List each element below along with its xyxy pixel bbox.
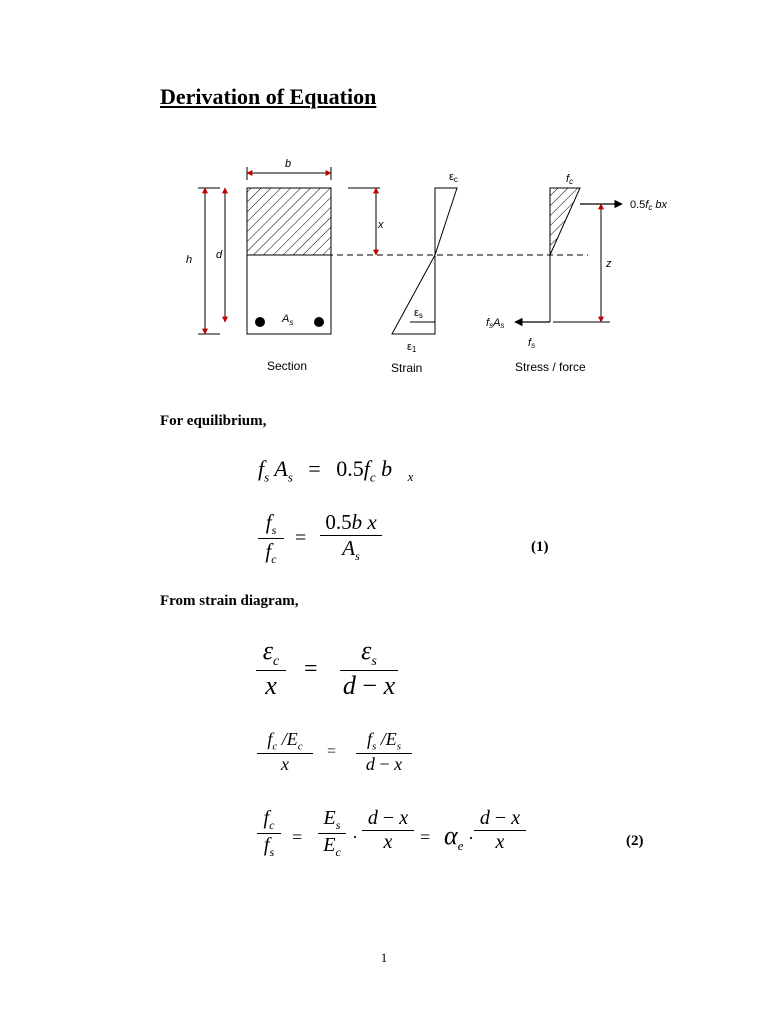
equation-number-2: (2) [626, 833, 644, 849]
strain-diagram [392, 188, 457, 334]
eq2-fraction-3: d − x x [362, 807, 414, 854]
equilibrium-equation: $f_s$ $A_s = 0.5f_c$ b $_x$ [258, 456, 414, 485]
equals-sign: = [295, 527, 307, 549]
eq1-lhs-fraction: $f_s$ $f_c$ [258, 510, 284, 567]
equals-sign: = [292, 827, 303, 847]
z-label: z [606, 258, 612, 270]
ec-label: εc [449, 171, 458, 184]
dot-operator: · [352, 827, 358, 847]
page-number: 1 [380, 950, 388, 965]
x-label: x [378, 219, 384, 231]
d-label: d [216, 249, 223, 261]
page-title: Derivation of Equation [160, 84, 377, 109]
tension-force-label: fsAs [486, 317, 505, 330]
eq2-fraction-1: $f_c$ $f_s$ [257, 807, 281, 860]
caption-stress: Stress / force [515, 360, 586, 374]
strain-eq-lhs-fraction: $\varepsilon_c$ x [256, 636, 286, 701]
eq1-rhs-fraction: 0.5b x $A_s$ [320, 510, 382, 564]
fs-label: fs [528, 337, 536, 350]
stress-diagram [550, 188, 580, 322]
caption-strain: Strain [391, 361, 423, 375]
rebar-left [255, 317, 265, 327]
es-label: εs [414, 307, 423, 320]
b-label: b [285, 158, 292, 170]
as-label: $A_s$ [282, 313, 294, 327]
section-strain-stress-diagram [170, 150, 690, 385]
equals-sign: = [304, 656, 318, 682]
equilibrium-heading: For equilibrium, [160, 413, 267, 429]
strain-heading: From strain diagram, [160, 593, 299, 609]
stress-strain-rhs-fraction: $f_s$ $/E_s$ d − x [356, 729, 412, 775]
compression-force-label: 0.5fc bx [630, 199, 668, 212]
rebar-right [314, 317, 324, 327]
e1-label: ε1 [407, 341, 417, 354]
fc-label: fc [566, 173, 574, 186]
equals-sign: = [327, 743, 337, 760]
h-label: h [186, 254, 193, 266]
equation-number-1: (1) [531, 539, 549, 555]
eq2-fraction-4: d − x x [474, 807, 526, 854]
alpha-e-symbol: $\alpha_e$ · [444, 821, 474, 854]
equals-sign: = [420, 827, 431, 847]
eq2-fraction-2: $E_s$ $E_c$ [318, 807, 346, 860]
caption-section: Section [267, 359, 308, 373]
stress-strain-lhs-fraction: $f_c$ $/E_c$ x [257, 729, 313, 775]
strain-eq-rhs-fraction: $\varepsilon_s$ d − x [340, 636, 398, 701]
